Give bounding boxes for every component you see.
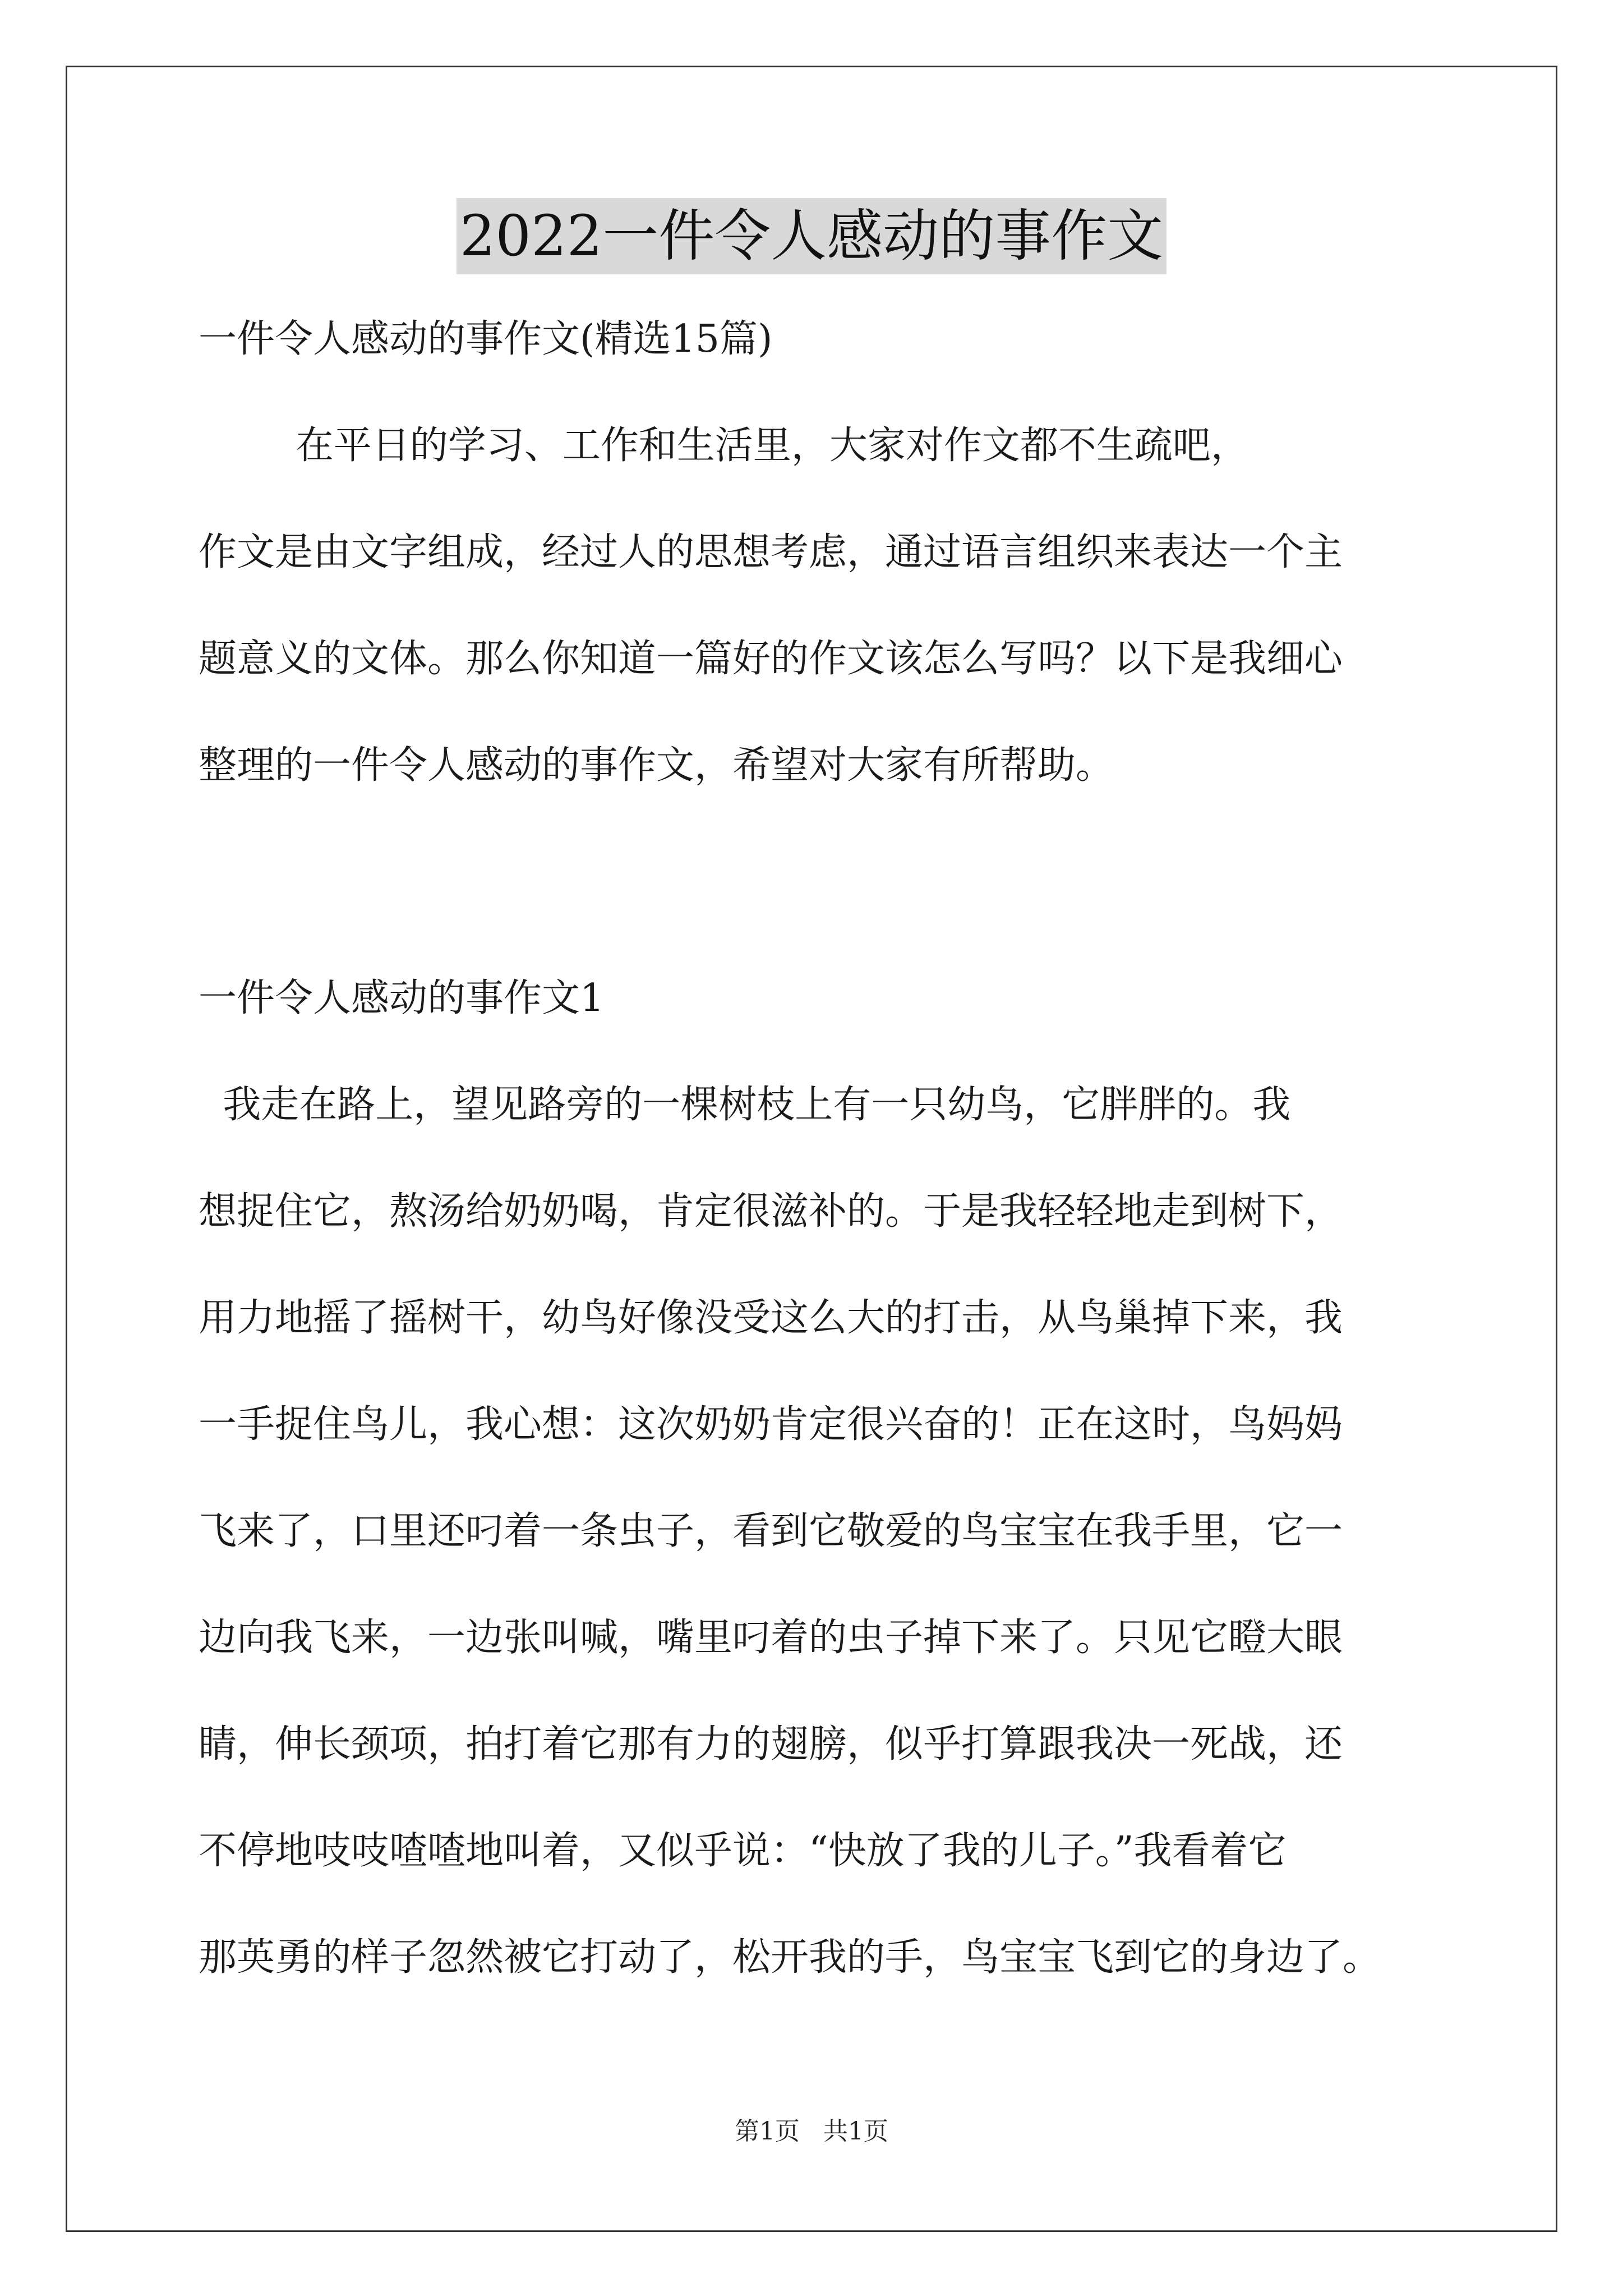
body-line: 不停地吱吱喳喳地叫着，又似乎说：“快放了我的儿子。”我看着它 (199, 1829, 1287, 1873)
body-line: 一手捉住鸟儿，我心想：这次奶奶肯定很兴奋的！正在这时，鸟妈妈 (199, 1402, 1343, 1447)
document-subtitle: 一件令人感动的事作文(精选15篇) (199, 317, 773, 361)
page-number-label: 第1页 (735, 2117, 800, 2146)
body-line: 用力地摇了摇树干，幼鸟好像没受这么大的打击，从鸟巢掉下来，我 (199, 1296, 1343, 1340)
page-total-label: 共1页 (823, 2117, 888, 2146)
body-line: 边向我飞来，一边张叫喊，嘴里叼着的虫子掉下来了。只见它瞪大眼 (199, 1616, 1343, 1660)
body-line: 睛，伸长颈项，拍打着它那有力的翅膀，似乎打算跟我决一死战，还 (199, 1722, 1343, 1766)
title-wrap (0, 198, 1623, 274)
intro-line: 作文是由文字组成，经过人的思想考虑，通过语言组织来表达一个主 (199, 530, 1343, 574)
body-line: 飞来了，口里还叼着一条虫子，看到它敬爱的鸟宝宝在我手里，它一 (199, 1509, 1343, 1553)
intro-line: 在平日的学习、工作和生活里，大家对作文都不生疏吧， (199, 424, 1249, 468)
intro-line: 整理的一件令人感动的事作文，希望对大家有所帮助。 (199, 743, 1114, 788)
section-heading: 一件令人感动的事作文1 (199, 976, 605, 1020)
document-title: 2022一件令人感动的事作文 (457, 198, 1167, 274)
intro-line: 题意义的文体。那么你知道一篇好的作文该怎么写吗？以下是我细心 (199, 637, 1343, 681)
page-footer (0, 2115, 1623, 2148)
body-line: 我走在路上，望见路旁的一棵树枝上有一只幼鸟，它胖胖的。我 (199, 1083, 1291, 1127)
body-paragraph (199, 1052, 1438, 2011)
body-line: 想捉住它，熬汤给奶奶喝，肯定很滋补的。于是我轻轻地走到树下， (199, 1189, 1343, 1234)
intro-paragraph (199, 393, 1438, 819)
body-line: 那英勇的样子忽然被它打动了，松开我的手，鸟宝宝飞到它的身边了。 (199, 1935, 1381, 1980)
